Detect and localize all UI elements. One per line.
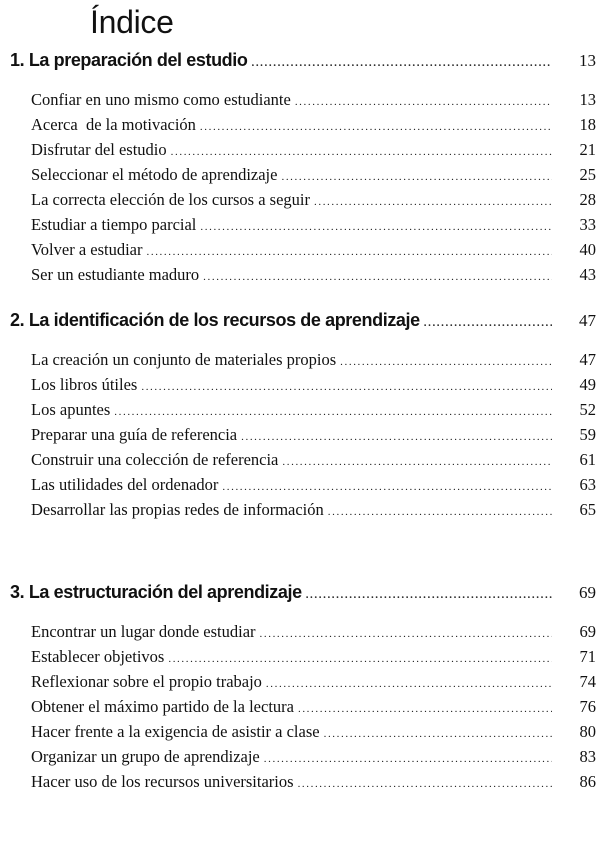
chapter-items xyxy=(0,90,600,290)
toc-entry-page-number: 63 xyxy=(579,475,596,494)
toc-entry-title: Organizar un grupo de aprendizaje xyxy=(31,747,260,766)
toc-entry[interactable] xyxy=(0,672,600,697)
toc-entry[interactable] xyxy=(0,140,600,165)
toc-entry-title: La correcta elección de los cursos a seguir xyxy=(31,190,310,209)
chapter-title: 2. La identificación de los recursos de aprendizaje xyxy=(10,310,420,330)
dot-leader xyxy=(298,778,552,790)
toc-entry[interactable] xyxy=(0,215,600,240)
dot-leader xyxy=(328,506,552,518)
toc-entry[interactable] xyxy=(0,772,600,797)
toc-entry-title: Estudiar a tiempo parcial xyxy=(31,215,197,234)
toc-entry[interactable] xyxy=(0,165,600,190)
dot-leader xyxy=(281,171,552,183)
dot-leader xyxy=(314,196,552,208)
toc-entry-page-number: 28 xyxy=(579,190,596,209)
dot-leader xyxy=(264,753,552,765)
toc-entry-title: Los libros útiles xyxy=(31,375,138,394)
toc-entry-title: Confiar en uno mismo como estudiante xyxy=(31,90,291,109)
toc-entry-page-number: 18 xyxy=(579,115,596,134)
dot-leader xyxy=(324,728,552,740)
dot-leader xyxy=(222,481,552,493)
toc-entry[interactable] xyxy=(0,240,600,265)
toc-entry[interactable] xyxy=(0,265,600,290)
toc-entry-title: Hacer frente a la exigencia de asistir a clase xyxy=(31,722,320,741)
dot-leader xyxy=(200,121,552,133)
dot-leader xyxy=(424,317,552,329)
toc-entry-title: Acerca de la motivación xyxy=(31,115,196,134)
toc-entry-page-number: 33 xyxy=(579,215,596,234)
toc-entry-page-number: 43 xyxy=(579,265,596,284)
toc-entry[interactable] xyxy=(0,400,600,425)
toc-entry-title: La creación un conjunto de materiales propios xyxy=(31,350,337,369)
chapter-section-3 xyxy=(0,582,600,797)
toc-entry-page-number: 86 xyxy=(579,772,596,791)
toc-entry-page-number: 25 xyxy=(579,165,596,184)
chapter-page-number: 47 xyxy=(579,311,596,330)
chapter-items xyxy=(0,622,600,797)
toc-entry[interactable] xyxy=(0,647,600,672)
chapter-section-2 xyxy=(0,310,600,525)
toc-entry-page-number: 71 xyxy=(579,647,596,666)
toc-entry-title: Disfrutar del estudio xyxy=(31,140,167,159)
page-title: Índice xyxy=(90,4,174,40)
toc-entry-page-number: 49 xyxy=(579,375,596,394)
toc-entry[interactable] xyxy=(0,350,600,375)
toc-entry[interactable] xyxy=(0,622,600,647)
chapter-title: 1. La preparación del estudio xyxy=(10,50,248,70)
dot-leader xyxy=(168,653,552,665)
chapter-page-number: 69 xyxy=(579,583,596,602)
toc-entry-page-number: 47 xyxy=(579,350,596,369)
dot-leader xyxy=(200,221,552,233)
toc-entry[interactable] xyxy=(0,425,600,450)
dot-leader xyxy=(141,381,552,393)
toc-entry-page-number: 59 xyxy=(579,425,596,444)
toc-entry[interactable] xyxy=(0,375,600,400)
toc-entry-title: Preparar una guía de referencia xyxy=(31,425,238,444)
dot-leader xyxy=(266,678,552,690)
chapter-page-number: 13 xyxy=(579,51,596,70)
toc-entry-title: Establecer objetivos xyxy=(31,647,165,666)
chapter-heading[interactable] xyxy=(0,582,600,610)
toc-entry-title: Desarrollar las propias redes de información xyxy=(31,500,324,519)
toc-entry-page-number: 61 xyxy=(579,450,596,469)
chapter-heading[interactable] xyxy=(0,310,600,338)
toc-entry[interactable] xyxy=(0,747,600,772)
toc-entry[interactable] xyxy=(0,90,600,115)
chapter-items xyxy=(0,350,600,525)
toc-entry[interactable] xyxy=(0,697,600,722)
toc-entry-page-number: 52 xyxy=(579,400,596,419)
dot-leader xyxy=(171,146,552,158)
toc-entry-page-number: 74 xyxy=(579,672,596,691)
dot-leader xyxy=(260,628,552,640)
toc-entry-title: Obtener el máximo partido de la lectura xyxy=(31,697,294,716)
dot-leader xyxy=(295,96,552,108)
chapter-section-1 xyxy=(0,50,600,290)
toc-entry-title: Hacer uso de los recursos universitarios xyxy=(31,772,294,791)
dot-leader xyxy=(203,271,552,283)
toc-entry-page-number: 83 xyxy=(579,747,596,766)
dot-leader xyxy=(298,703,552,715)
toc-entry-title: Las utilidades del ordenador xyxy=(31,475,219,494)
dot-leader xyxy=(147,246,553,258)
toc-entry[interactable] xyxy=(0,722,600,747)
toc-entry[interactable] xyxy=(0,190,600,215)
toc-entry-page-number: 21 xyxy=(579,140,596,159)
toc-entry-title: Encontrar un lugar donde estudiar xyxy=(31,622,256,641)
dot-leader xyxy=(306,589,552,601)
chapter-title: 3. La estructuración del aprendizaje xyxy=(10,582,302,602)
toc-entry-page-number: 13 xyxy=(579,90,596,109)
dot-leader xyxy=(340,356,552,368)
toc-entry-page-number: 65 xyxy=(579,500,596,519)
dot-leader xyxy=(251,57,552,69)
toc-entry[interactable] xyxy=(0,500,600,525)
dot-leader xyxy=(114,406,552,418)
toc-entry-title: Los apuntes xyxy=(31,400,111,419)
toc-entry[interactable] xyxy=(0,475,600,500)
toc-entry-page-number: 80 xyxy=(579,722,596,741)
toc-entry-title: Construir una colección de referencia xyxy=(31,450,279,469)
toc-entry[interactable] xyxy=(0,115,600,140)
toc-entry-title: Seleccionar el método de aprendizaje xyxy=(31,165,278,184)
toc-entry-page-number: 76 xyxy=(579,697,596,716)
dot-leader xyxy=(241,431,552,443)
toc-entry-title: Reflexionar sobre el propio trabajo xyxy=(31,672,262,691)
dot-leader xyxy=(282,456,552,468)
toc-entry-title: Ser un estudiante maduro xyxy=(31,265,200,284)
toc-entry-title: Volver a estudiar xyxy=(31,240,143,259)
toc-entry[interactable] xyxy=(0,450,600,475)
toc-entry-page-number: 40 xyxy=(579,240,596,259)
toc-entry-page-number: 69 xyxy=(579,622,596,641)
chapter-heading[interactable] xyxy=(0,50,600,78)
